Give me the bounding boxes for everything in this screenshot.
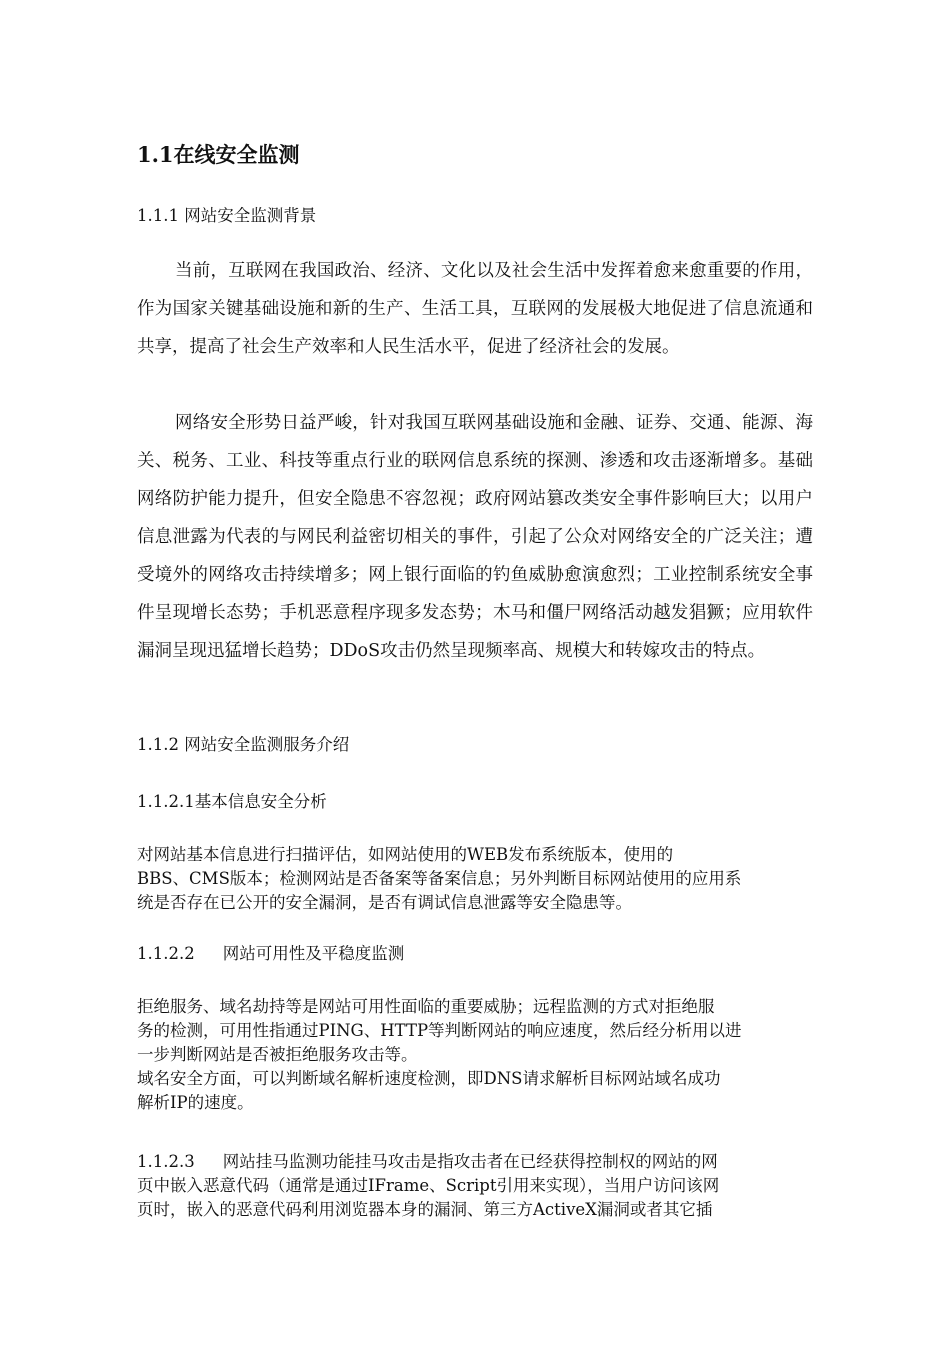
paragraph-line: 页中嵌入恶意代码（通常是通过IFrame、Script引用来实现），当用户访问该网 (137, 1176, 720, 1195)
paragraph-availability (137, 995, 813, 1115)
paragraph-line: 页时，嵌入的恶意代码利用浏览器本身的漏洞、第三方ActiveX漏洞或者其它插 (137, 1200, 713, 1219)
paragraph-line (137, 1150, 813, 1174)
paragraph-background-1: 当前，互联网在我国政治、经济、文化以及社会生活中发挥着愈来愈重要的作用，作为国家关键基础设施和新的生产、生活工具，互联网的发展极大地促进了信息流通和共享，提高了社会生产效率和人民生活水平，促进了经济社会的发展。 (137, 261, 813, 357)
paragraph-line: 对网站基本信息进行扫描评估，如网站使用的WEB发布系统版本，使用的 (137, 845, 674, 864)
section-heading-1-1-2-2 (137, 942, 813, 966)
paragraph-line: 域名安全方面，可以判断域名解析速度检测，即DNS请求解析目标网站域名成功 (137, 1069, 721, 1088)
section-heading-1-1-1: 1.1.1 网站安全监测背景 (137, 206, 317, 225)
paragraph-line: 解析IP的速度。 (137, 1093, 254, 1112)
paragraph-trojan-monitoring (137, 1150, 813, 1222)
section-number: 1.1.2.2 (137, 944, 195, 963)
paragraph-line-text: 网站挂马监测功能挂马攻击是指攻击者在已经获得控制权的网站的网 (222, 1152, 718, 1171)
section-heading-1-1-2-1: 1.1.2.1基本信息安全分析 (137, 792, 327, 811)
section-title-1-1: 1.1在线安全监测 (137, 142, 300, 167)
paragraph-line: 一步判断网站是否被拒绝服务攻击等。 (137, 1045, 418, 1064)
paragraph-background-2: 网络安全形势日益严峻，针对我国互联网基础设施和金融、证券、交通、能源、海关、税务、工业、科技等重点行业的联网信息系统的探测、渗透和攻击逐渐增多。基础网络防护能力提升，但安全隐患不容忽视；政府网站篡改类安全事件影响巨大；以用户信息泄露为代表的与网民利益密切相关的事件，引起了公众对网络安全的广泛关注；遭受境外的网络攻击持续增多；网上银行面临的钓鱼威胁愈演愈烈；工业控制系统安全事件呈现增长态势；手机恶意程序现多发态势；木马和僵尸网络活动越发猖獗；应用软件漏洞呈现迅猛增长趋势；DDoS攻击仍然呈现频率高、规模大和转嫁攻击的特点。 (137, 413, 813, 661)
paragraph-line: BBS、CMS版本；检测网站是否备案等备案信息；另外判断目标网站使用的应用系 (137, 869, 742, 888)
section-heading-text: 网站可用性及平稳度监测 (222, 944, 405, 963)
section-number: 1.1.2.3 (137, 1152, 195, 1171)
paragraph-line: 统是否存在已公开的安全漏洞，是否有调试信息泄露等安全隐患等。 (137, 893, 632, 912)
section-heading-1-1-2: 1.1.2 网站安全监测服务介绍 (137, 735, 350, 754)
paragraph-basic-info (137, 843, 813, 915)
paragraph-line: 拒绝服务、域名劫持等是网站可用性面临的重要威胁；远程监测的方式对拒绝服 (137, 997, 715, 1016)
paragraph-line: 务的检测，可用性指通过PING、HTTP等判断网站的响应速度，然后经分析用以进 (137, 1021, 742, 1040)
